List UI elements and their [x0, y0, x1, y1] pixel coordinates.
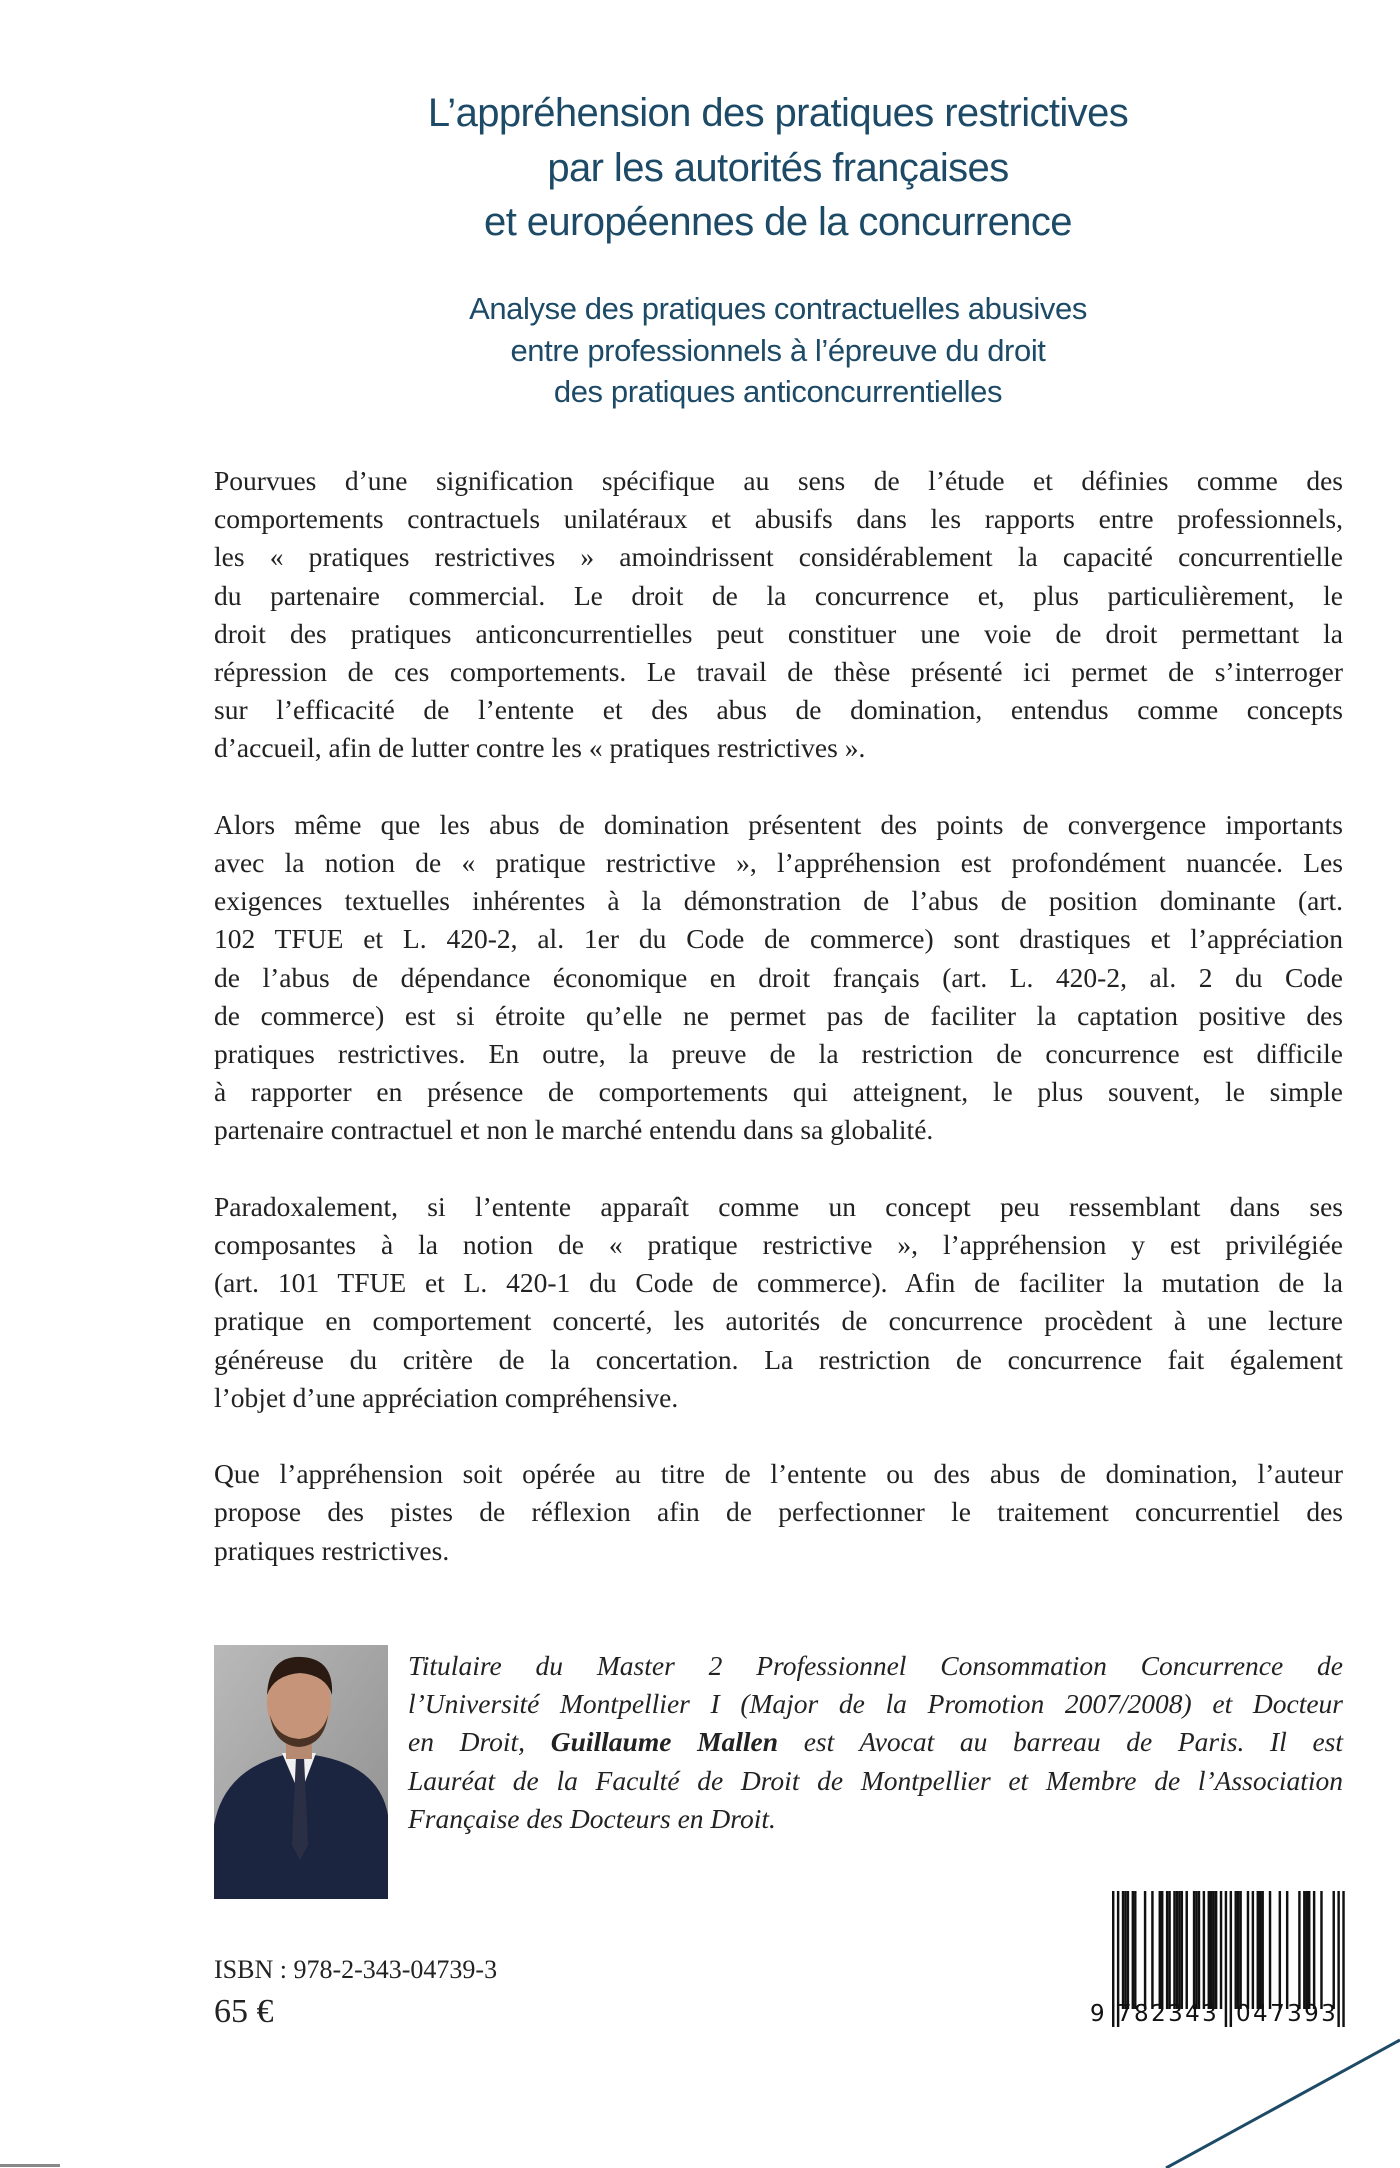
paragraph: [214, 1455, 1343, 1570]
barcode-bar: [1235, 1891, 1237, 2009]
barcode-bar: [1237, 1891, 1239, 2009]
paragraph-line: de commerce) est si étroite qu’elle ne permet pas de faciliter la captation positive des: [214, 999, 1343, 1031]
book-title: [0, 86, 1400, 250]
author-name: Guillaume Mallen: [550, 1726, 779, 1758]
barcode-bar: [1134, 1891, 1136, 2009]
barcode-bar: [1122, 1891, 1124, 2009]
paragraph-line: pratiques restrictives.: [214, 1534, 450, 1566]
bio-line: Titulaire du Master 2 Professionnel Consommation Concurrence de: [408, 1650, 1343, 1681]
author-photo: [214, 1645, 388, 1899]
barcode-bar: [1306, 1891, 1308, 2009]
back-cover-summary: [214, 462, 1343, 1608]
barcode: [1090, 1885, 1352, 2035]
paragraph-line: partenaire contractuel et non le marché entendu dans sa globalité.: [214, 1114, 934, 1146]
paragraph-line: Pourvues d’une signification spécifique au sens de l’étude et définies comme des: [214, 465, 1343, 496]
bio-line: l’Université Montpellier I (Major de la Promotion 2007/2008) et Docteur: [408, 1688, 1343, 1720]
paragraph-line: du partenaire commercial. Le droit de la concurrence et, plus particulièrement, le: [214, 579, 1343, 611]
bio-line: Française des Docteurs en Droit.: [408, 1802, 776, 1834]
paragraph-line: exigences textuelles inhérentes à la démonstration de l’abus de position dominante (art.: [214, 885, 1343, 917]
barcode-bar: [1176, 1891, 1178, 2009]
barcode-bar: [1303, 1891, 1305, 2009]
barcode-bar: [1257, 1891, 1259, 2009]
paragraph-line: pratiques restrictives. En outre, la preuve de la restriction de concurrence est difficile: [214, 1038, 1343, 1070]
barcode-bar: [1225, 1891, 1227, 2027]
title-line: L’appréhension des pratiques restrictives: [427, 91, 1129, 135]
title-line: par les autorités françaises: [547, 145, 1009, 190]
barcode-bar: [1261, 1891, 1263, 2009]
subtitle-line: Analyse des pratiques contractuelles abusives: [469, 291, 1087, 326]
paragraph-line: à rapporter en présence de comportements qui atteignent, le plus souvent, le simple: [214, 1076, 1343, 1108]
barcode-bar: [1208, 1891, 1210, 2009]
barcode-bar: [1168, 1891, 1170, 2009]
paragraph-line: sur l’efficacité de l’entente et des abus de domination, entendus comme concepts: [214, 694, 1343, 726]
barcode-bar: [1181, 1891, 1183, 2009]
barcode-bar: [1127, 1891, 1129, 2009]
paragraph-line: avec la notion de « pratique restrictive », l’appréhension est profondément nuancée. Les: [214, 847, 1343, 879]
barcode-bar: [1220, 1891, 1222, 2009]
paragraph-line: pratique en comportement concerté, les autorités de concurrence procèdent à une lecture: [214, 1305, 1343, 1337]
barcode-bar: [1215, 1891, 1217, 2009]
barcode-bar: [1269, 1891, 1271, 2009]
title-line: et européennes de la concurrence: [484, 200, 1072, 244]
barcode-bar: [1186, 1891, 1188, 2009]
paragraph-line: d’accueil, afin de lutter contre les « pratiques restrictives ».: [214, 732, 866, 764]
paragraph-line: les « pratiques restrictives » amoindrissent considérablement la capacité concurrentielle: [214, 541, 1343, 573]
barcode-bar: [1239, 1891, 1241, 2009]
barcode-bar: [1333, 1891, 1335, 2009]
isbn: ISBN : 978-2-343-04739-3: [214, 1955, 498, 1984]
paragraph-line: de l’abus de dépendance économique en droit français (art. L. 420-2, al. 2 du Code: [214, 961, 1343, 993]
author-bio: [408, 1647, 1343, 1838]
barcode-digit-first: 9: [1090, 2001, 1108, 2027]
barcode-bar: [1112, 1891, 1114, 2027]
barcode-bar: [1286, 1891, 1288, 2009]
barcode-bar: [1159, 1891, 1161, 2009]
barcode-bar: [1203, 1891, 1205, 2009]
paragraph-line: comportements contractuels unilatéraux et abusifs dans les rapports entre professionnels,: [214, 503, 1343, 535]
bio-line: Lauréat de la Faculté de Droit de Montpellier et Membre de l’Association: [408, 1764, 1343, 1796]
barcode-bar: [1230, 1891, 1232, 2027]
paragraph-line: composantes à la notion de « pratique restrictive », l’appréhension y est privilégiée: [214, 1229, 1343, 1261]
barcode-bar: [1151, 1891, 1153, 2009]
barcode-bar: [1195, 1891, 1197, 2009]
barcode-bar: [1193, 1891, 1195, 2009]
bio-line: [408, 1723, 1343, 1761]
barcode-bar: [1198, 1891, 1200, 2009]
subtitle-line: entre professionnels à l’épreuve du droit: [510, 332, 1046, 368]
paragraph-line: l’objet d’une appréciation compréhensive.: [214, 1381, 679, 1413]
paragraph-line: Que l’appréhension soit opérée au titre de l’entente ou des abus de domination, l’auteur: [214, 1458, 1343, 1490]
paragraph-line: Paradoxalement, si l’entente apparaît comme un concept peu ressemblant dans ses: [214, 1190, 1343, 1222]
paragraph-line: 102 TFUE et L. 420-2, al. 1er du Code de commerce) sont drastiques et l’appréciation: [214, 923, 1343, 955]
paragraph-line: propose des pistes de réflexion afin de perfectionner le traitement concurrentiel des: [214, 1496, 1343, 1528]
barcode-bar: [1173, 1891, 1175, 2009]
barcode-bar: [1298, 1891, 1300, 2009]
barcode-bar: [1279, 1891, 1281, 2009]
barcode-bar: [1178, 1891, 1180, 2009]
paragraph-line: Alors même que les abus de domination présentent des points de convergence importants: [214, 808, 1343, 840]
barcode-digits-right: 047393: [1236, 2001, 1339, 2027]
barcode-bar: [1259, 1891, 1261, 2009]
barcode-bar: [1166, 1891, 1168, 2009]
barcode-bar: [1161, 1891, 1163, 2009]
barcode-bar: [1210, 1891, 1212, 2009]
paragraph-line: généreuse du critère de la concertation. La restriction de concurrence fait également: [214, 1343, 1343, 1375]
barcode-bar: [1247, 1891, 1249, 2009]
barcode-digits-left: 782343: [1117, 2001, 1220, 2027]
barcode-bar: [1132, 1891, 1134, 2009]
bio-text: est Avocat au barreau de Paris. Il est: [778, 1726, 1343, 1758]
subtitle-line: des pratiques anticoncurrentielles: [553, 374, 1003, 409]
barcode-bar: [1144, 1891, 1146, 2009]
barcode-bar: [1252, 1891, 1254, 2009]
book-subtitle: [0, 288, 1400, 413]
barcode-bar: [1342, 1891, 1344, 2027]
crop-mark: [0, 2164, 60, 2167]
paragraph-line: répression de ces comportements. Le travail de thèse présenté ici permet de s’interroger: [214, 656, 1343, 688]
paragraph: [214, 806, 1343, 1150]
bio-text: en Droit,: [408, 1726, 551, 1758]
barcode-bar: [1212, 1891, 1214, 2009]
barcode-bar: [1124, 1891, 1126, 2009]
paragraph: [214, 1188, 1343, 1417]
paragraph: [214, 462, 1343, 768]
barcode-bar: [1313, 1891, 1315, 2009]
barcode-bar: [1308, 1891, 1310, 2009]
paragraph-line: droit des pratiques anticoncurrentielles peut constituer une voie de droit permettant la: [214, 617, 1343, 649]
paragraph-line: (art. 101 TFUE et L. 420-1 du Code de commerce). Afin de faciliter la mutation de la: [214, 1267, 1343, 1299]
price: 65 €: [214, 1993, 274, 2030]
barcode-bar: [1320, 1891, 1322, 2009]
